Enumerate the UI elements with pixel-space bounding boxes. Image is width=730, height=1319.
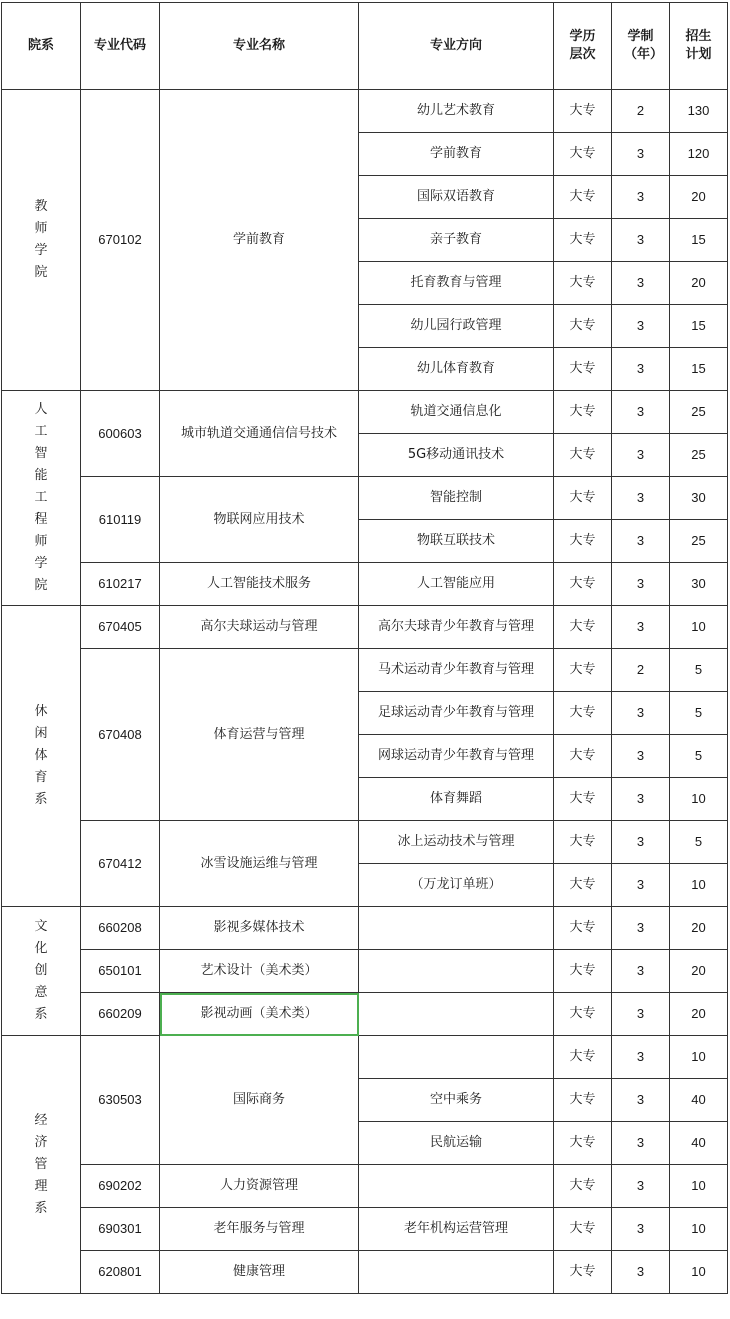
major-code: 610217 bbox=[81, 563, 160, 606]
enrollment-plan: 10 bbox=[670, 1036, 728, 1079]
study-years: 3 bbox=[612, 993, 670, 1036]
major-direction bbox=[359, 1251, 554, 1294]
major-code: 690202 bbox=[81, 1165, 160, 1208]
edu-level: 大专 bbox=[554, 348, 612, 391]
table-row bbox=[2, 821, 728, 864]
dept-name: 经济管理系 bbox=[34, 1112, 48, 1216]
enrollment-plan: 20 bbox=[670, 907, 728, 950]
study-years: 3 bbox=[612, 606, 670, 649]
major-direction: 冰上运动技术与管理 bbox=[359, 821, 554, 864]
study-years: 3 bbox=[612, 434, 670, 477]
major-direction: 马术运动青少年教育与管理 bbox=[359, 649, 554, 692]
major-code: 600603 bbox=[81, 391, 160, 477]
enrollment-plan: 15 bbox=[670, 348, 728, 391]
table-row bbox=[2, 649, 728, 692]
major-direction bbox=[359, 907, 554, 950]
study-years: 3 bbox=[612, 864, 670, 907]
major-code: 670102 bbox=[81, 90, 160, 391]
study-years: 3 bbox=[612, 348, 670, 391]
header-level: 学历层次 bbox=[554, 3, 612, 90]
study-years: 3 bbox=[612, 1036, 670, 1079]
major-name: 冰雪设施运维与管理 bbox=[160, 821, 359, 907]
major-direction: 民航运输 bbox=[359, 1122, 554, 1165]
enrollment-plan: 10 bbox=[670, 1251, 728, 1294]
edu-level: 大专 bbox=[554, 649, 612, 692]
edu-level: 大专 bbox=[554, 993, 612, 1036]
enrollment-plan: 30 bbox=[670, 563, 728, 606]
edu-level: 大专 bbox=[554, 477, 612, 520]
header-dept: 院系 bbox=[2, 3, 81, 90]
study-years: 3 bbox=[612, 262, 670, 305]
enrollment-plan: 5 bbox=[670, 735, 728, 778]
major-name: 健康管理 bbox=[160, 1251, 359, 1294]
study-years: 3 bbox=[612, 176, 670, 219]
major-name: 影视动画（美术类） bbox=[160, 993, 359, 1036]
table-row bbox=[2, 1165, 728, 1208]
enrollment-plan: 25 bbox=[670, 391, 728, 434]
major-name: 人工智能技术服务 bbox=[160, 563, 359, 606]
major-direction bbox=[359, 950, 554, 993]
study-years: 3 bbox=[612, 520, 670, 563]
table-row bbox=[2, 993, 728, 1036]
edu-level: 大专 bbox=[554, 1208, 612, 1251]
table-row bbox=[2, 477, 728, 520]
enrollment-plan-table bbox=[1, 2, 728, 1294]
enrollment-plan: 15 bbox=[670, 305, 728, 348]
study-years: 3 bbox=[612, 907, 670, 950]
major-direction: 老年机构运营管理 bbox=[359, 1208, 554, 1251]
enrollment-plan: 5 bbox=[670, 649, 728, 692]
major-direction: 体育舞蹈 bbox=[359, 778, 554, 821]
study-years: 3 bbox=[612, 133, 670, 176]
table-row bbox=[2, 563, 728, 606]
header-code: 专业代码 bbox=[81, 3, 160, 90]
enrollment-plan: 40 bbox=[670, 1122, 728, 1165]
dept-name: 人工智能工程师学院 bbox=[34, 402, 48, 593]
dept-cell bbox=[2, 606, 81, 907]
edu-level: 大专 bbox=[554, 520, 612, 563]
major-direction: 物联互联技术 bbox=[359, 520, 554, 563]
major-code: 660209 bbox=[81, 993, 160, 1036]
major-name: 体育运营与管理 bbox=[160, 649, 359, 821]
edu-level: 大专 bbox=[554, 219, 612, 262]
major-direction: 智能控制 bbox=[359, 477, 554, 520]
enrollment-plan: 15 bbox=[670, 219, 728, 262]
major-code: 690301 bbox=[81, 1208, 160, 1251]
edu-level: 大专 bbox=[554, 1079, 612, 1122]
edu-level: 大专 bbox=[554, 176, 612, 219]
major-name: 国际商务 bbox=[160, 1036, 359, 1165]
major-direction: 轨道交通信息化 bbox=[359, 391, 554, 434]
enrollment-plan: 20 bbox=[670, 262, 728, 305]
table-row bbox=[2, 1251, 728, 1294]
study-years: 3 bbox=[612, 1079, 670, 1122]
major-name: 老年服务与管理 bbox=[160, 1208, 359, 1251]
major-direction: 空中乘务 bbox=[359, 1079, 554, 1122]
edu-level: 大专 bbox=[554, 90, 612, 133]
enrollment-plan: 120 bbox=[670, 133, 728, 176]
study-years: 3 bbox=[612, 735, 670, 778]
major-code: 650101 bbox=[81, 950, 160, 993]
dept-cell bbox=[2, 391, 81, 606]
table-row bbox=[2, 907, 728, 950]
major-code: 620801 bbox=[81, 1251, 160, 1294]
major-code: 670405 bbox=[81, 606, 160, 649]
edu-level: 大专 bbox=[554, 434, 612, 477]
edu-level: 大专 bbox=[554, 563, 612, 606]
table-row bbox=[2, 391, 728, 434]
dept-name: 休闲体育系 bbox=[34, 704, 48, 807]
major-direction: 学前教育 bbox=[359, 133, 554, 176]
enrollment-plan: 25 bbox=[670, 520, 728, 563]
major-name: 学前教育 bbox=[160, 90, 359, 391]
study-years: 2 bbox=[612, 90, 670, 133]
major-direction: 足球运动青少年教育与管理 bbox=[359, 692, 554, 735]
study-years: 3 bbox=[612, 692, 670, 735]
header-plan: 招生计划 bbox=[670, 3, 728, 90]
study-years: 3 bbox=[612, 563, 670, 606]
study-years: 3 bbox=[612, 1208, 670, 1251]
edu-level: 大专 bbox=[554, 606, 612, 649]
major-code: 670412 bbox=[81, 821, 160, 907]
major-direction: 国际双语教育 bbox=[359, 176, 554, 219]
edu-level: 大专 bbox=[554, 864, 612, 907]
dept-cell bbox=[2, 90, 81, 391]
major-direction bbox=[359, 993, 554, 1036]
enrollment-plan: 10 bbox=[670, 1208, 728, 1251]
study-years: 3 bbox=[612, 1165, 670, 1208]
enrollment-plan: 20 bbox=[670, 993, 728, 1036]
major-code: 630503 bbox=[81, 1036, 160, 1165]
major-name: 影视多媒体技术 bbox=[160, 907, 359, 950]
major-direction: 幼儿艺术教育 bbox=[359, 90, 554, 133]
enrollment-plan: 10 bbox=[670, 1165, 728, 1208]
study-years: 3 bbox=[612, 950, 670, 993]
header-years: 学制（年） bbox=[612, 3, 670, 90]
edu-level: 大专 bbox=[554, 821, 612, 864]
major-code: 660208 bbox=[81, 907, 160, 950]
header-name: 专业名称 bbox=[160, 3, 359, 90]
table-row bbox=[2, 1036, 728, 1079]
major-name: 物联网应用技术 bbox=[160, 477, 359, 563]
header-direction: 专业方向 bbox=[359, 3, 554, 90]
edu-level: 大专 bbox=[554, 262, 612, 305]
study-years: 3 bbox=[612, 778, 670, 821]
header-row bbox=[2, 3, 728, 90]
major-direction: 5G移动通讯技术 bbox=[359, 434, 554, 477]
edu-level: 大专 bbox=[554, 950, 612, 993]
major-code: 670408 bbox=[81, 649, 160, 821]
edu-level: 大专 bbox=[554, 133, 612, 176]
edu-level: 大专 bbox=[554, 692, 612, 735]
enrollment-plan: 40 bbox=[670, 1079, 728, 1122]
enrollment-plan: 10 bbox=[670, 606, 728, 649]
major-direction bbox=[359, 1165, 554, 1208]
major-direction: 网球运动青少年教育与管理 bbox=[359, 735, 554, 778]
major-name: 城市轨道交通通信信号技术 bbox=[160, 391, 359, 477]
enrollment-plan: 5 bbox=[670, 821, 728, 864]
edu-level: 大专 bbox=[554, 1036, 612, 1079]
dept-cell bbox=[2, 907, 81, 1036]
dept-cell bbox=[2, 1036, 81, 1294]
edu-level: 大专 bbox=[554, 1251, 612, 1294]
table-row bbox=[2, 606, 728, 649]
table-row bbox=[2, 1208, 728, 1251]
enrollment-plan: 10 bbox=[670, 864, 728, 907]
table-row bbox=[2, 90, 728, 133]
major-direction: 幼儿体育教育 bbox=[359, 348, 554, 391]
enrollment-plan: 20 bbox=[670, 950, 728, 993]
study-years: 3 bbox=[612, 821, 670, 864]
study-years: 2 bbox=[612, 649, 670, 692]
enrollment-plan: 25 bbox=[670, 434, 728, 477]
edu-level: 大专 bbox=[554, 391, 612, 434]
study-years: 3 bbox=[612, 391, 670, 434]
major-name: 艺术设计（美术类） bbox=[160, 950, 359, 993]
table-row bbox=[2, 950, 728, 993]
major-direction: 高尔夫球青少年教育与管理 bbox=[359, 606, 554, 649]
major-name: 人力资源管理 bbox=[160, 1165, 359, 1208]
edu-level: 大专 bbox=[554, 735, 612, 778]
study-years: 3 bbox=[612, 1251, 670, 1294]
major-direction: 亲子教育 bbox=[359, 219, 554, 262]
study-years: 3 bbox=[612, 477, 670, 520]
major-code: 610119 bbox=[81, 477, 160, 563]
major-direction: （万龙订单班） bbox=[359, 864, 554, 907]
study-years: 3 bbox=[612, 1122, 670, 1165]
dept-name: 文化创意系 bbox=[34, 919, 48, 1022]
enrollment-plan: 130 bbox=[670, 90, 728, 133]
edu-level: 大专 bbox=[554, 1165, 612, 1208]
study-years: 3 bbox=[612, 219, 670, 262]
enrollment-plan: 30 bbox=[670, 477, 728, 520]
enrollment-plan: 5 bbox=[670, 692, 728, 735]
major-direction bbox=[359, 1036, 554, 1079]
major-name: 高尔夫球运动与管理 bbox=[160, 606, 359, 649]
enrollment-plan: 20 bbox=[670, 176, 728, 219]
edu-level: 大专 bbox=[554, 1122, 612, 1165]
study-years: 3 bbox=[612, 305, 670, 348]
major-direction: 托育教育与管理 bbox=[359, 262, 554, 305]
edu-level: 大专 bbox=[554, 778, 612, 821]
major-direction: 幼儿园行政管理 bbox=[359, 305, 554, 348]
edu-level: 大专 bbox=[554, 907, 612, 950]
enrollment-plan: 10 bbox=[670, 778, 728, 821]
dept-name: 教师学院 bbox=[34, 199, 48, 280]
edu-level: 大专 bbox=[554, 305, 612, 348]
major-direction: 人工智能应用 bbox=[359, 563, 554, 606]
